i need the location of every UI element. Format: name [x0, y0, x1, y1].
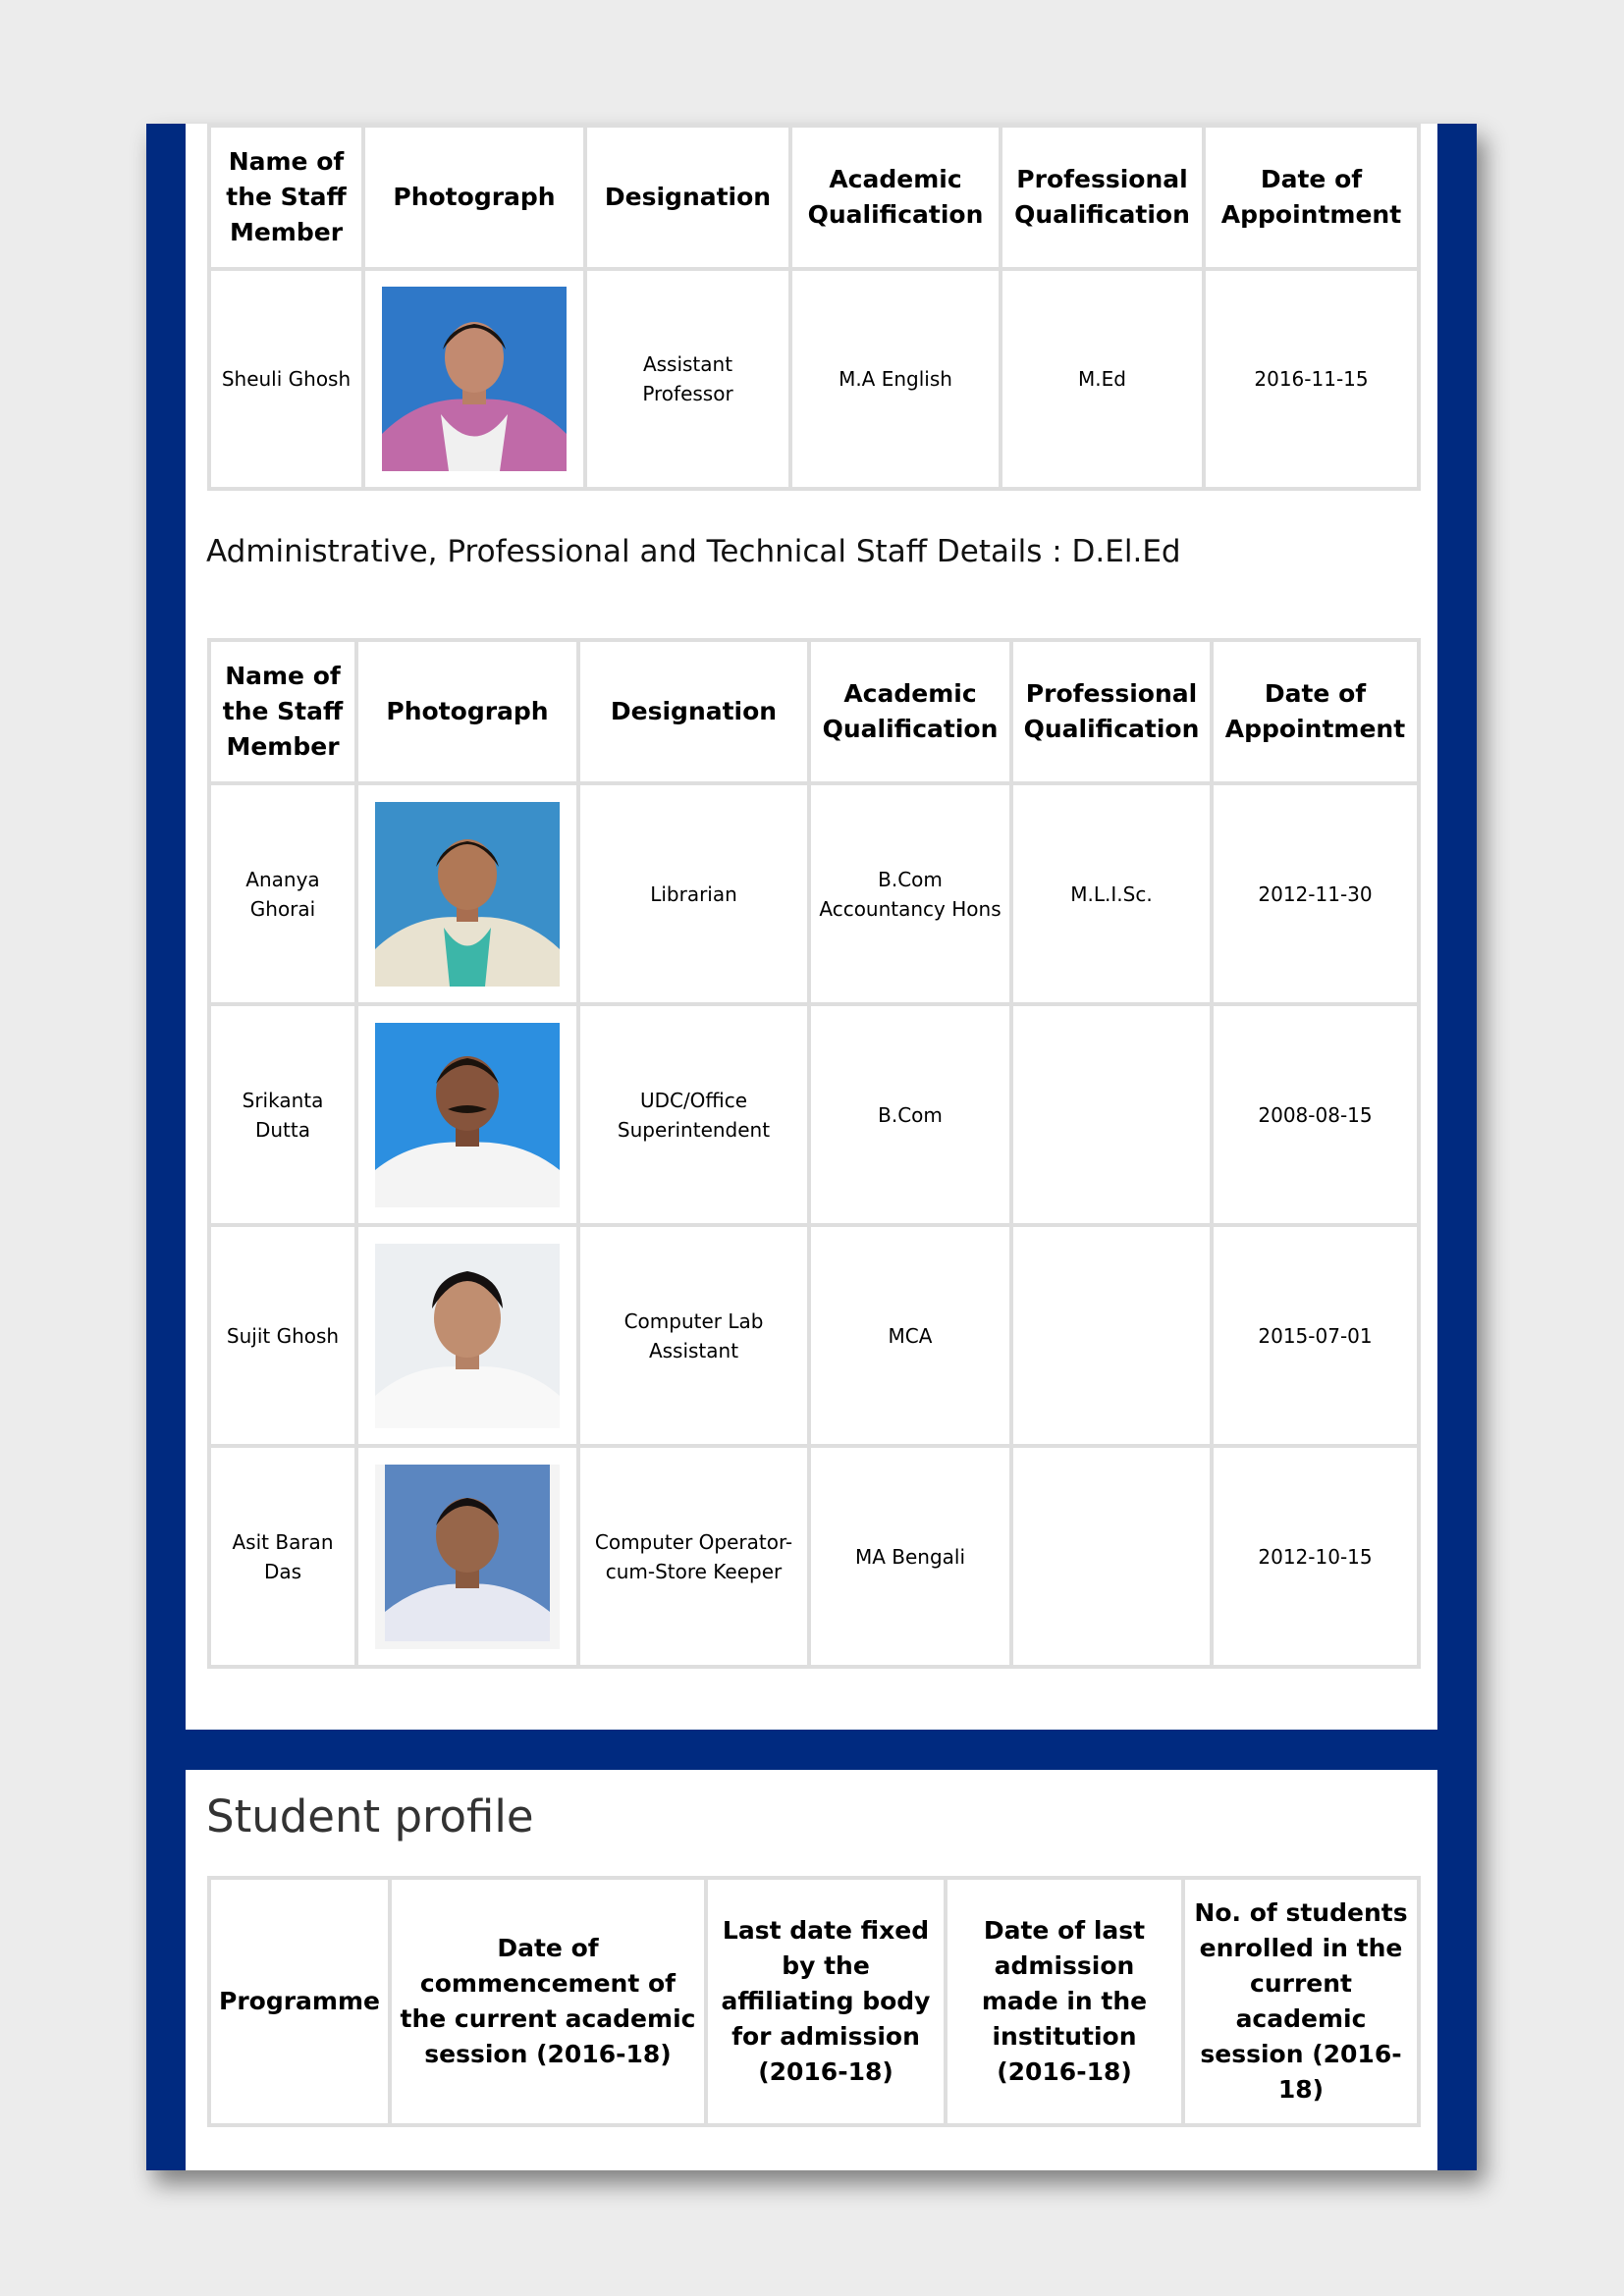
staff-panel	[186, 124, 1437, 1730]
staff-name: Asit Baran Das	[209, 1446, 356, 1667]
staff-professional	[1011, 1446, 1212, 1667]
photo-cell	[363, 269, 585, 489]
staff-photo	[375, 1244, 560, 1428]
page-frame	[146, 124, 1477, 2170]
header-last-date-fixed: Last date fixed by the affiliating body for admission (2016-18)	[706, 1878, 946, 2125]
staff-designation: Assistant Professor	[585, 269, 790, 489]
table-row	[209, 1225, 1419, 1446]
header-designation: Designation	[585, 126, 790, 269]
table-row	[209, 783, 1419, 1004]
photo-cell	[356, 1004, 578, 1225]
staff-academic: B.Com	[809, 1004, 1011, 1225]
photo-portrait-icon	[375, 1244, 560, 1428]
table-header-row	[209, 640, 1419, 783]
staff-designation: UDC/Office Superintendent	[578, 1004, 809, 1225]
staff-academic: B.Com Accountancy Hons	[809, 783, 1011, 1004]
staff-professional	[1011, 1004, 1212, 1225]
header-professional: Professional Qualification	[1011, 640, 1212, 783]
staff-date: 2016-11-15	[1204, 269, 1419, 489]
staff-photo	[375, 1465, 560, 1649]
header-last-admission-date: Date of last admission made in the institution (2016-18)	[946, 1878, 1183, 2125]
table-row	[209, 269, 1419, 489]
header-photograph: Photograph	[363, 126, 585, 269]
staff-photo	[375, 1023, 560, 1207]
table-row	[209, 1446, 1419, 1667]
staff-designation: Librarian	[578, 783, 809, 1004]
header-professional: Professional Qualification	[1001, 126, 1204, 269]
staff-date: 2012-10-15	[1212, 1446, 1419, 1667]
photo-portrait-icon	[375, 1023, 560, 1207]
photo-portrait-icon	[375, 802, 560, 987]
photo-cell	[356, 1446, 578, 1667]
header-date: Date of Appointment	[1204, 126, 1419, 269]
table-row	[209, 1004, 1419, 1225]
staff-date: 2012-11-30	[1212, 783, 1419, 1004]
staff-academic: MA Bengali	[809, 1446, 1011, 1667]
staff-name: Sujit Ghosh	[209, 1225, 356, 1446]
header-name: Name of the Staff Member	[209, 640, 356, 783]
photo-portrait-icon	[375, 1465, 560, 1649]
admin-staff-table	[207, 638, 1421, 1669]
staff-professional	[1011, 1225, 1212, 1446]
header-academic: Academic Qualification	[790, 126, 1001, 269]
table-header-row	[209, 1878, 1419, 2125]
student-profile-panel	[186, 1770, 1437, 2170]
staff-academic: MCA	[809, 1225, 1011, 1446]
staff-name: Ananya Ghorai	[209, 783, 356, 1004]
staff-name: Sheuli Ghosh	[209, 269, 363, 489]
student-profile-table	[207, 1876, 1421, 2127]
header-date: Date of Appointment	[1212, 640, 1419, 783]
staff-academic: M.A English	[790, 269, 1001, 489]
table-header-row	[209, 126, 1419, 269]
staff-photo	[375, 802, 560, 987]
admin-section-heading: Administrative, Professional and Technical Staff Details : D.El.Ed	[206, 534, 1181, 569]
photo-portrait-icon	[382, 287, 567, 471]
header-programme: Programme	[209, 1878, 390, 2125]
staff-professional: M.L.I.Sc.	[1011, 783, 1212, 1004]
header-photograph: Photograph	[356, 640, 578, 783]
staff-professional: M.Ed	[1001, 269, 1204, 489]
teaching-staff-table	[207, 124, 1421, 491]
staff-name: Srikanta Dutta	[209, 1004, 356, 1225]
photo-cell	[356, 1225, 578, 1446]
student-profile-title: Student profile	[206, 1790, 534, 1842]
header-students-enrolled: No. of students enrolled in the current academic session (2016-18)	[1183, 1878, 1419, 2125]
staff-designation: Computer Lab Assistant	[578, 1225, 809, 1446]
header-academic: Academic Qualification	[809, 640, 1011, 783]
photo-cell	[356, 783, 578, 1004]
header-name: Name of the Staff Member	[209, 126, 363, 269]
staff-photo	[382, 287, 567, 471]
staff-date: 2008-08-15	[1212, 1004, 1419, 1225]
header-designation: Designation	[578, 640, 809, 783]
staff-date: 2015-07-01	[1212, 1225, 1419, 1446]
staff-designation: Computer Operator-cum-Store Keeper	[578, 1446, 809, 1667]
header-commencement-date: Date of commencement of the current academic session (2016-18)	[390, 1878, 706, 2125]
